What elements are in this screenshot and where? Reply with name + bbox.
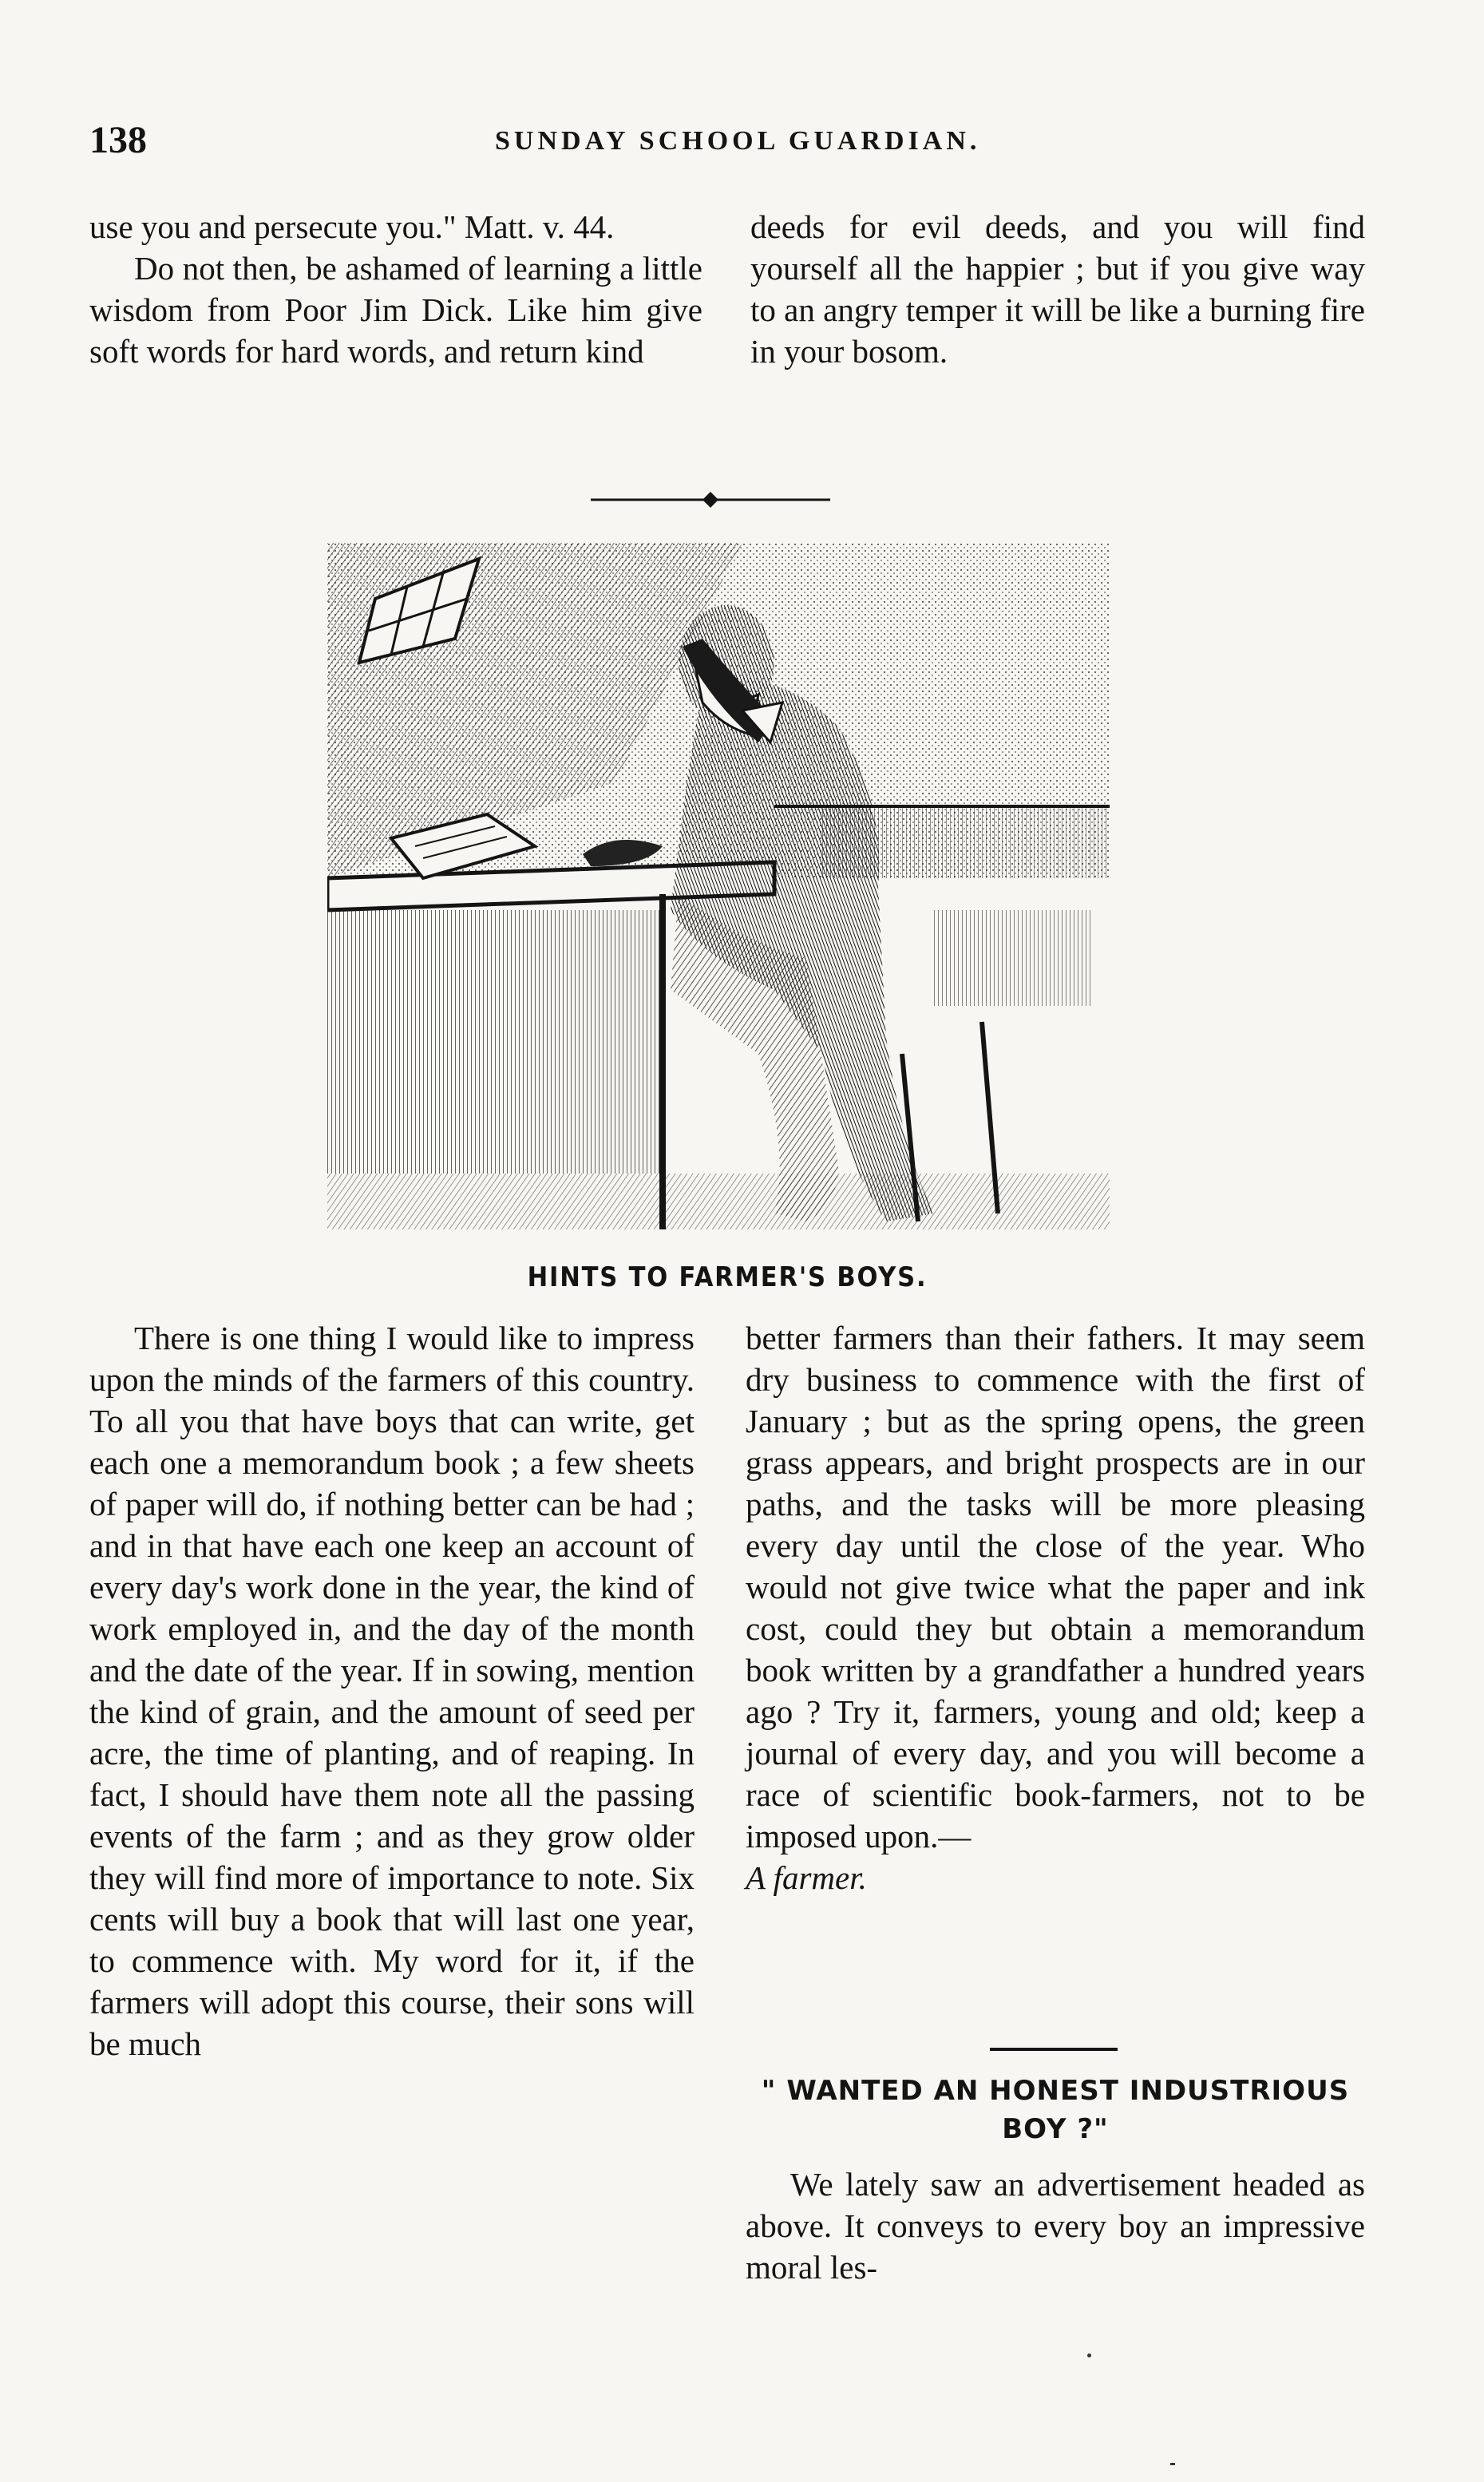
ornament-divider [591, 490, 830, 509]
ink-speck [1087, 2353, 1091, 2357]
running-title: SUNDAY SCHOOL GUARDIAN. [495, 126, 981, 156]
page-number: 138 [89, 119, 147, 161]
paragraph: Do not then, be ashamed of learning a little wisdom from Poor Jim Dick. Like him give soft words for hard words, and return kind [89, 250, 702, 370]
article2-column [746, 2163, 1365, 2288]
section-divider [990, 2048, 1118, 2051]
article-heading-2: " WANTED AN HONEST INDUSTRIOUS BOY ?" [761, 2075, 1350, 2145]
engraving-illustration [327, 543, 1110, 1229]
paragraph: better farmers than their fathers. It may seem dry business to commence with the first of January ; but as the spring opens, the green grass appears, and bright prospects are in our paths, and the tasks will be more pleasing every day until the close of the year. Who would not give twice what the paper and ink cost, could they but obtain a memorandum book written by a grandfather a hundred years ago ? Try it, farmers, young and old; keep a journal of every day, and you will become a race of scientific book-farmers, not to be imposed upon.— [746, 1320, 1365, 1855]
paragraph: We lately saw an advertisement headed as above. It conveys to every boy an impressive moral les- [746, 2166, 1365, 2286]
paragraph: deeds for evil deeds, and you will find yourself all the happier ; but if you give way to an angry temper it will be like a burning fire in your bosom. [750, 208, 1365, 370]
article-right-column [746, 1317, 1365, 1898]
signature: A farmer. [746, 1859, 867, 1896]
ink-speck [1170, 2463, 1175, 2465]
scripture-quote: use you and persecute you." Matt. v. 44. [89, 208, 615, 245]
article-left-column [89, 1317, 695, 2064]
article-heading: HINTS TO FARMER'S BOYS. [527, 1261, 928, 1293]
top-right-column [750, 206, 1365, 372]
top-left-column [89, 206, 702, 372]
paragraph: There is one thing I would like to impress upon the minds of the farmers of this country. To all you that have boys that can write, get each one a memorandum book ; a few sheets of paper will do, if nothing better can be had ; and in that have each one keep an account of every day's work done in the year, the kind of work employed in, and the day of the month and the date of the year. If in sowing, mention the kind of grain, and the amount of seed per acre, the time of planting, and of reaping. In fact, I should have them note all the passing events of the farm ; and as they grow older they will find more of importance to note. Six cents will buy a book that will last one year, to commence with. My word for it, if the farmers will adopt this course, their sons will be much [89, 1320, 695, 2062]
